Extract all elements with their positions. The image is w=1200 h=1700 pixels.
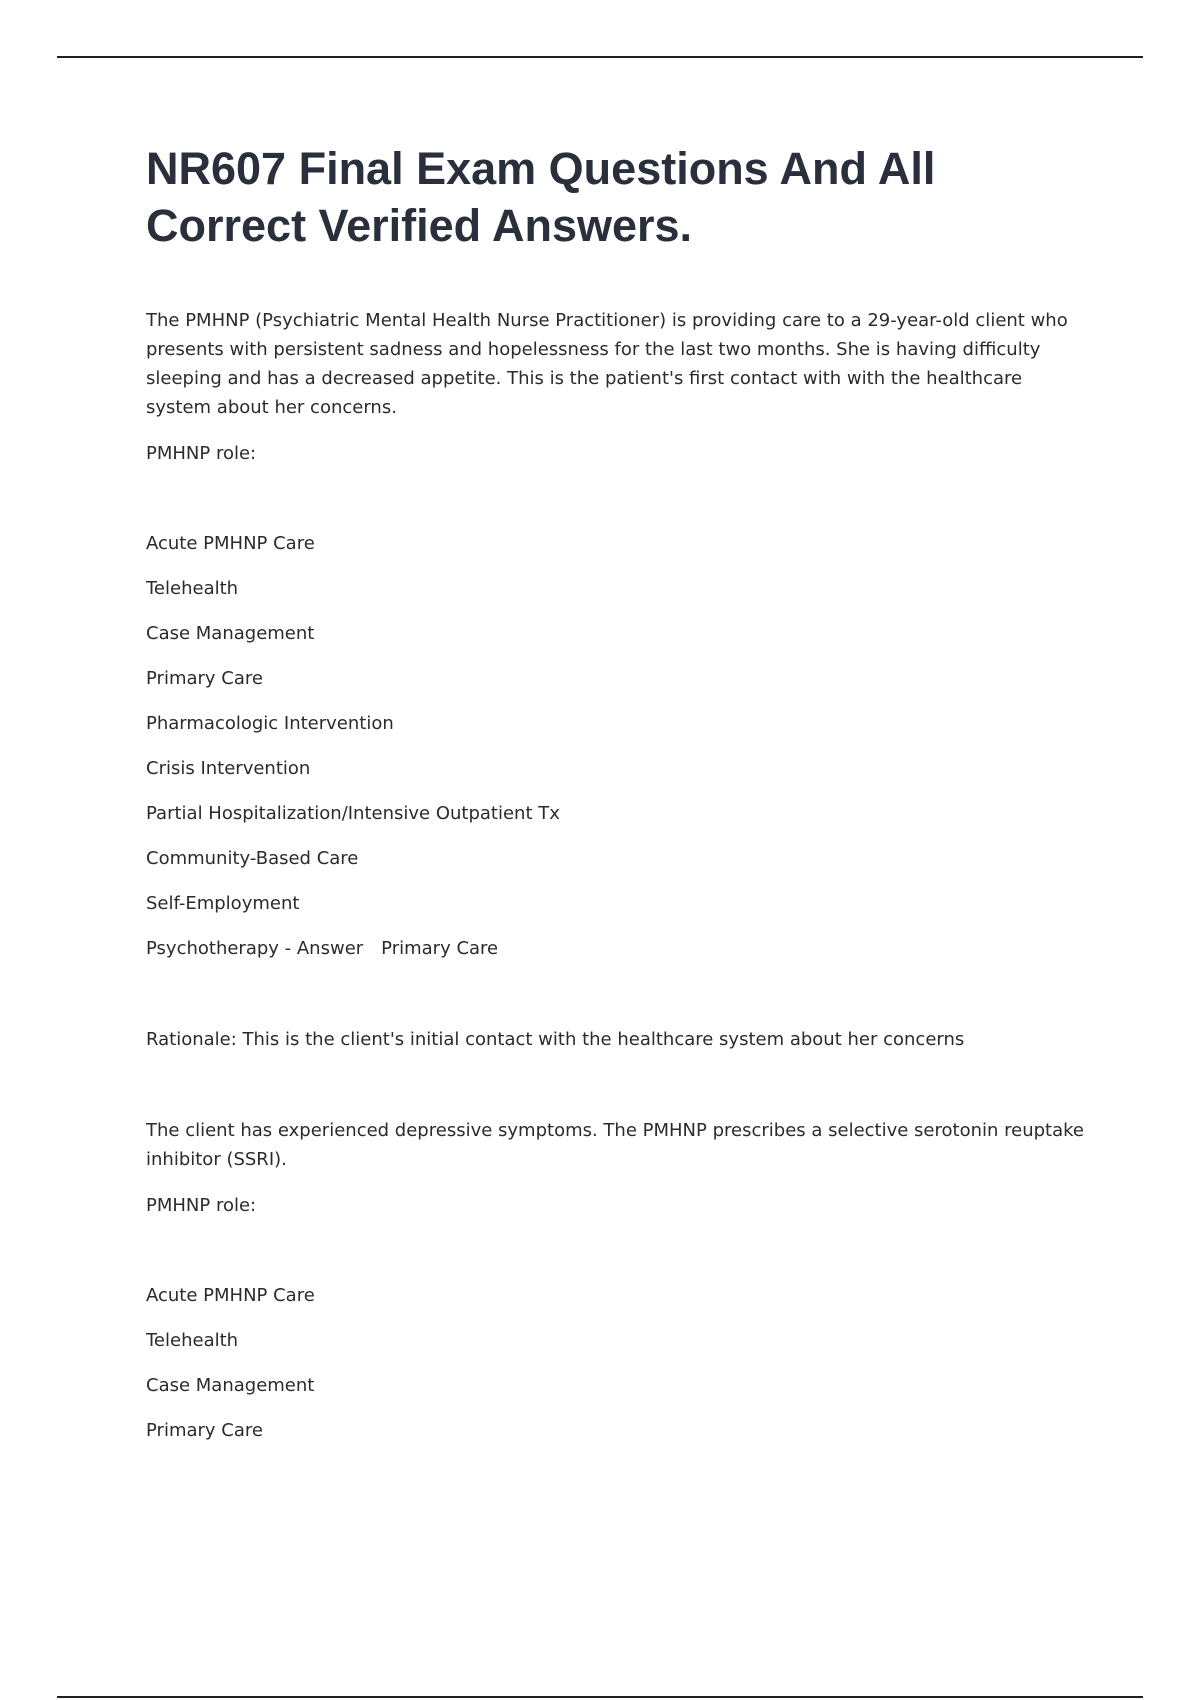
q1-option-self-employment: Self-Employment bbox=[146, 893, 300, 914]
q2-option-acute-pmhnp-care: Acute PMHNP Care bbox=[146, 1285, 315, 1306]
q1-option-primary-care: Primary Care bbox=[146, 668, 263, 689]
document-title: NR607 Final Exam Questions And All Correct Verified Answers. bbox=[146, 143, 936, 251]
document-body bbox=[146, 140, 1086, 1462]
q2-option-primary-care: Primary Care bbox=[146, 1420, 263, 1441]
q2-option-telehealth: Telehealth bbox=[146, 1330, 239, 1351]
question-1-stem: The PMHNP (Psychiatric Mental Health Nurse Practitioner) is providing care to a 29-year-old client who presents with persistent sadness and hopelessness for the last two months. She is having difficulty sleeping and has a decreased appetite. This is the patient's first contact with with the healthcare system about her concerns. bbox=[146, 310, 1068, 418]
q2-option-case-management: Case Management bbox=[146, 1375, 315, 1396]
question-1-prompt: PMHNP role: bbox=[146, 443, 257, 464]
q1-option-pharmacologic-intervention: Pharmacologic Intervention bbox=[146, 713, 394, 734]
question-2-stem: The client has experienced depressive symptoms. The PMHNP prescribes a selective serotonin reuptake inhibitor (SSRI). bbox=[146, 1120, 1084, 1170]
q1-option-partial-hospitalization: Partial Hospitalization/Intensive Outpatient Tx bbox=[146, 803, 560, 824]
q1-option-telehealth: Telehealth bbox=[146, 578, 239, 599]
q1-option-crisis-intervention: Crisis Intervention bbox=[146, 758, 311, 779]
q1-option-community-based-care: Community-Based Care bbox=[146, 848, 359, 869]
q1-option-acute-pmhnp-care: Acute PMHNP Care bbox=[146, 533, 315, 554]
q1-option-psychotherapy-answer-line bbox=[146, 935, 1086, 963]
question-1-rationale: Rationale: This is the client's initial contact with the healthcare system about her concerns bbox=[146, 1029, 965, 1050]
question-2-prompt: PMHNP role: bbox=[146, 1195, 257, 1216]
bottom-rule bbox=[57, 1696, 1143, 1698]
q1-option-psychotherapy: Psychotherapy - Answer bbox=[146, 938, 364, 959]
top-rule bbox=[57, 56, 1143, 58]
q1-option-case-management: Case Management bbox=[146, 623, 315, 644]
q1-answer: Primary Care bbox=[381, 938, 499, 959]
